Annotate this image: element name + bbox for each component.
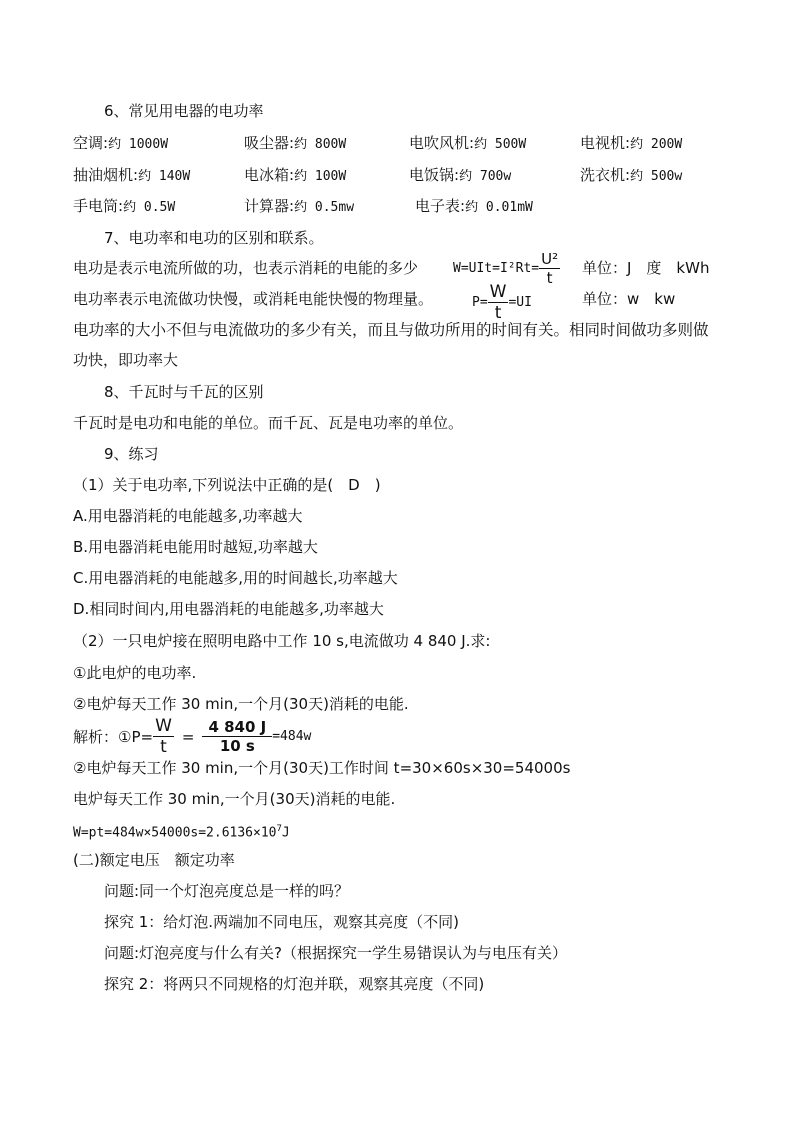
work-formula-text: W=UIt=I²Rt= xyxy=(453,261,540,276)
option-d: D.相同时间内,用电器消耗的电能越多,功率越大 xyxy=(73,600,384,618)
appliance-item xyxy=(244,133,346,155)
solution-2-line-2: 电炉每天工作 30 min,一个月(30天)消耗的电能. xyxy=(73,790,396,808)
solution-result: =484w xyxy=(272,729,312,744)
work-definition: 电功是表示电流所做的功，也表示消耗的电能的多少 xyxy=(73,259,419,277)
fraction-numerator: W xyxy=(489,282,507,302)
question-2-part-b: ②电炉每天工作 30 min,一个月(30天)消耗的电能. xyxy=(73,695,409,713)
appliance-name: 手电筒: xyxy=(73,197,124,215)
power-units: 单位：w kw xyxy=(582,290,676,308)
appliance-name: 空调: xyxy=(73,134,109,152)
part-2-line-4: 探究 2：将两只不同规格的灯泡并联，观察其亮度（不同) xyxy=(104,975,485,993)
appliance-item xyxy=(244,196,354,218)
appliance-value: 约 200W xyxy=(630,137,683,152)
appliance-value: 约 140W xyxy=(138,169,191,184)
solution-fraction-1 xyxy=(153,716,174,757)
solution-equals: = xyxy=(181,727,195,746)
appliance-value: 约 700w xyxy=(459,169,512,184)
section-8-body: 千瓦时是电功和电能的单位。而千瓦、瓦是电功率的单位。 xyxy=(73,414,464,432)
work-units: 单位：J 度 kWh xyxy=(582,259,710,277)
appliance-item xyxy=(409,165,511,187)
appliance-name: 电冰箱: xyxy=(244,166,295,184)
appliance-name: 电视机: xyxy=(580,134,631,152)
power-definition: 电功率表示电流做功快慢，或消耗电能快慢的物理量。 xyxy=(73,290,434,308)
appliance-item xyxy=(415,196,533,218)
part-2-heading: (二)额定电压 额定功率 xyxy=(73,851,235,869)
part-2-line-3: 问题:灯泡亮度与什么有关?（根据探究一学生易错误认为与电压有关） xyxy=(104,944,568,962)
energy-value: W=pt=484w×54000s=2.6136×10 xyxy=(73,825,277,841)
appliance-name: 计算器: xyxy=(244,197,295,215)
question-2: （2）一只电炉接在照明电路中工作 10 s,电流做功 4 840 J.求: xyxy=(73,632,491,650)
appliance-item xyxy=(409,133,526,155)
part-2-line-2: 探究 1：给灯泡.两端加不同电压，观察其亮度（不同) xyxy=(104,913,459,931)
appliance-name: 电吹风机: xyxy=(409,134,475,152)
power-formula xyxy=(472,282,532,323)
appliance-value: 约 500w xyxy=(630,169,683,184)
option-b: B.用电器消耗电能用时越短,功率越大 xyxy=(73,538,318,556)
section-9-heading: 9、练习 xyxy=(104,445,159,463)
fraction-denominator: t xyxy=(546,269,553,287)
fraction-denominator: t xyxy=(160,737,167,757)
option-a: A.用电器消耗的电能越多,功率越大 xyxy=(73,507,303,525)
solution-formula xyxy=(73,716,311,757)
appliance-value: 约 0.5mw xyxy=(294,200,355,215)
appliance-item xyxy=(73,133,168,155)
appliance-value: 约 0.5W xyxy=(123,200,176,215)
question-2-part-a: ①此电炉的电功率. xyxy=(73,664,197,682)
appliance-name: 抽油烟机: xyxy=(73,166,139,184)
fraction-numerator: U² xyxy=(541,250,559,268)
power-note-line-2: 功快，即功率大 xyxy=(73,351,179,369)
power-note-line-1: 电功率的大小不但与电流做功的多少有关，而且与做功所用的时间有关。相同时间做功多则做 xyxy=(73,321,709,339)
appliance-name: 吸尘器: xyxy=(244,134,295,152)
appliance-value: 约 800W xyxy=(294,137,347,152)
fraction-denominator: 10 s xyxy=(219,737,255,755)
power-formula-suffix: =UI xyxy=(508,295,532,310)
appliance-value: 约 1000W xyxy=(108,137,169,152)
appliance-name: 电子表: xyxy=(415,197,466,215)
fraction-denominator: t xyxy=(494,303,502,323)
appliance-item xyxy=(580,133,682,155)
section-6-heading: 6、常见用电器的电功率 xyxy=(104,102,264,120)
power-fraction xyxy=(488,282,509,323)
appliance-name: 洗衣机: xyxy=(580,166,631,184)
appliance-item xyxy=(73,165,190,187)
appliance-value: 约 500W xyxy=(474,137,527,152)
energy-unit: J xyxy=(281,825,290,841)
power-formula-text: P= xyxy=(472,295,488,310)
solution-2-line-1: ②电炉每天工作 30 min,一个月(30天)工作时间 t=30×60s×30=54000s xyxy=(73,759,571,777)
appliance-value: 约 100W xyxy=(294,169,347,184)
solution-prefix: 解析：①P= xyxy=(73,728,154,746)
appliance-value: 约 0.01mW xyxy=(465,200,533,215)
appliance-item xyxy=(244,165,346,187)
energy-exponent: 7 xyxy=(276,824,282,834)
solution-2-line-3 xyxy=(73,819,290,843)
question-1: （1）关于电功率,下列说法中正确的是( D ) xyxy=(73,476,381,494)
fraction-numerator: W xyxy=(155,716,172,736)
appliance-item xyxy=(580,165,682,187)
appliance-item xyxy=(73,196,175,218)
fraction-numerator: 4 840 J xyxy=(202,718,272,737)
work-fraction xyxy=(539,250,560,287)
option-c: C.用电器消耗的电能越多,用的时间越长,功率越大 xyxy=(73,569,398,587)
section-8-heading: 8、千瓦时与千瓦的区别 xyxy=(104,383,264,401)
part-2-line-1: 问题:同一个灯泡亮度总是一样的吗？ xyxy=(104,882,350,900)
solution-fraction-2 xyxy=(202,718,272,755)
section-7-heading: 7、电功率和电功的区别和联系。 xyxy=(104,229,324,247)
appliance-name: 电饭锅: xyxy=(409,166,460,184)
